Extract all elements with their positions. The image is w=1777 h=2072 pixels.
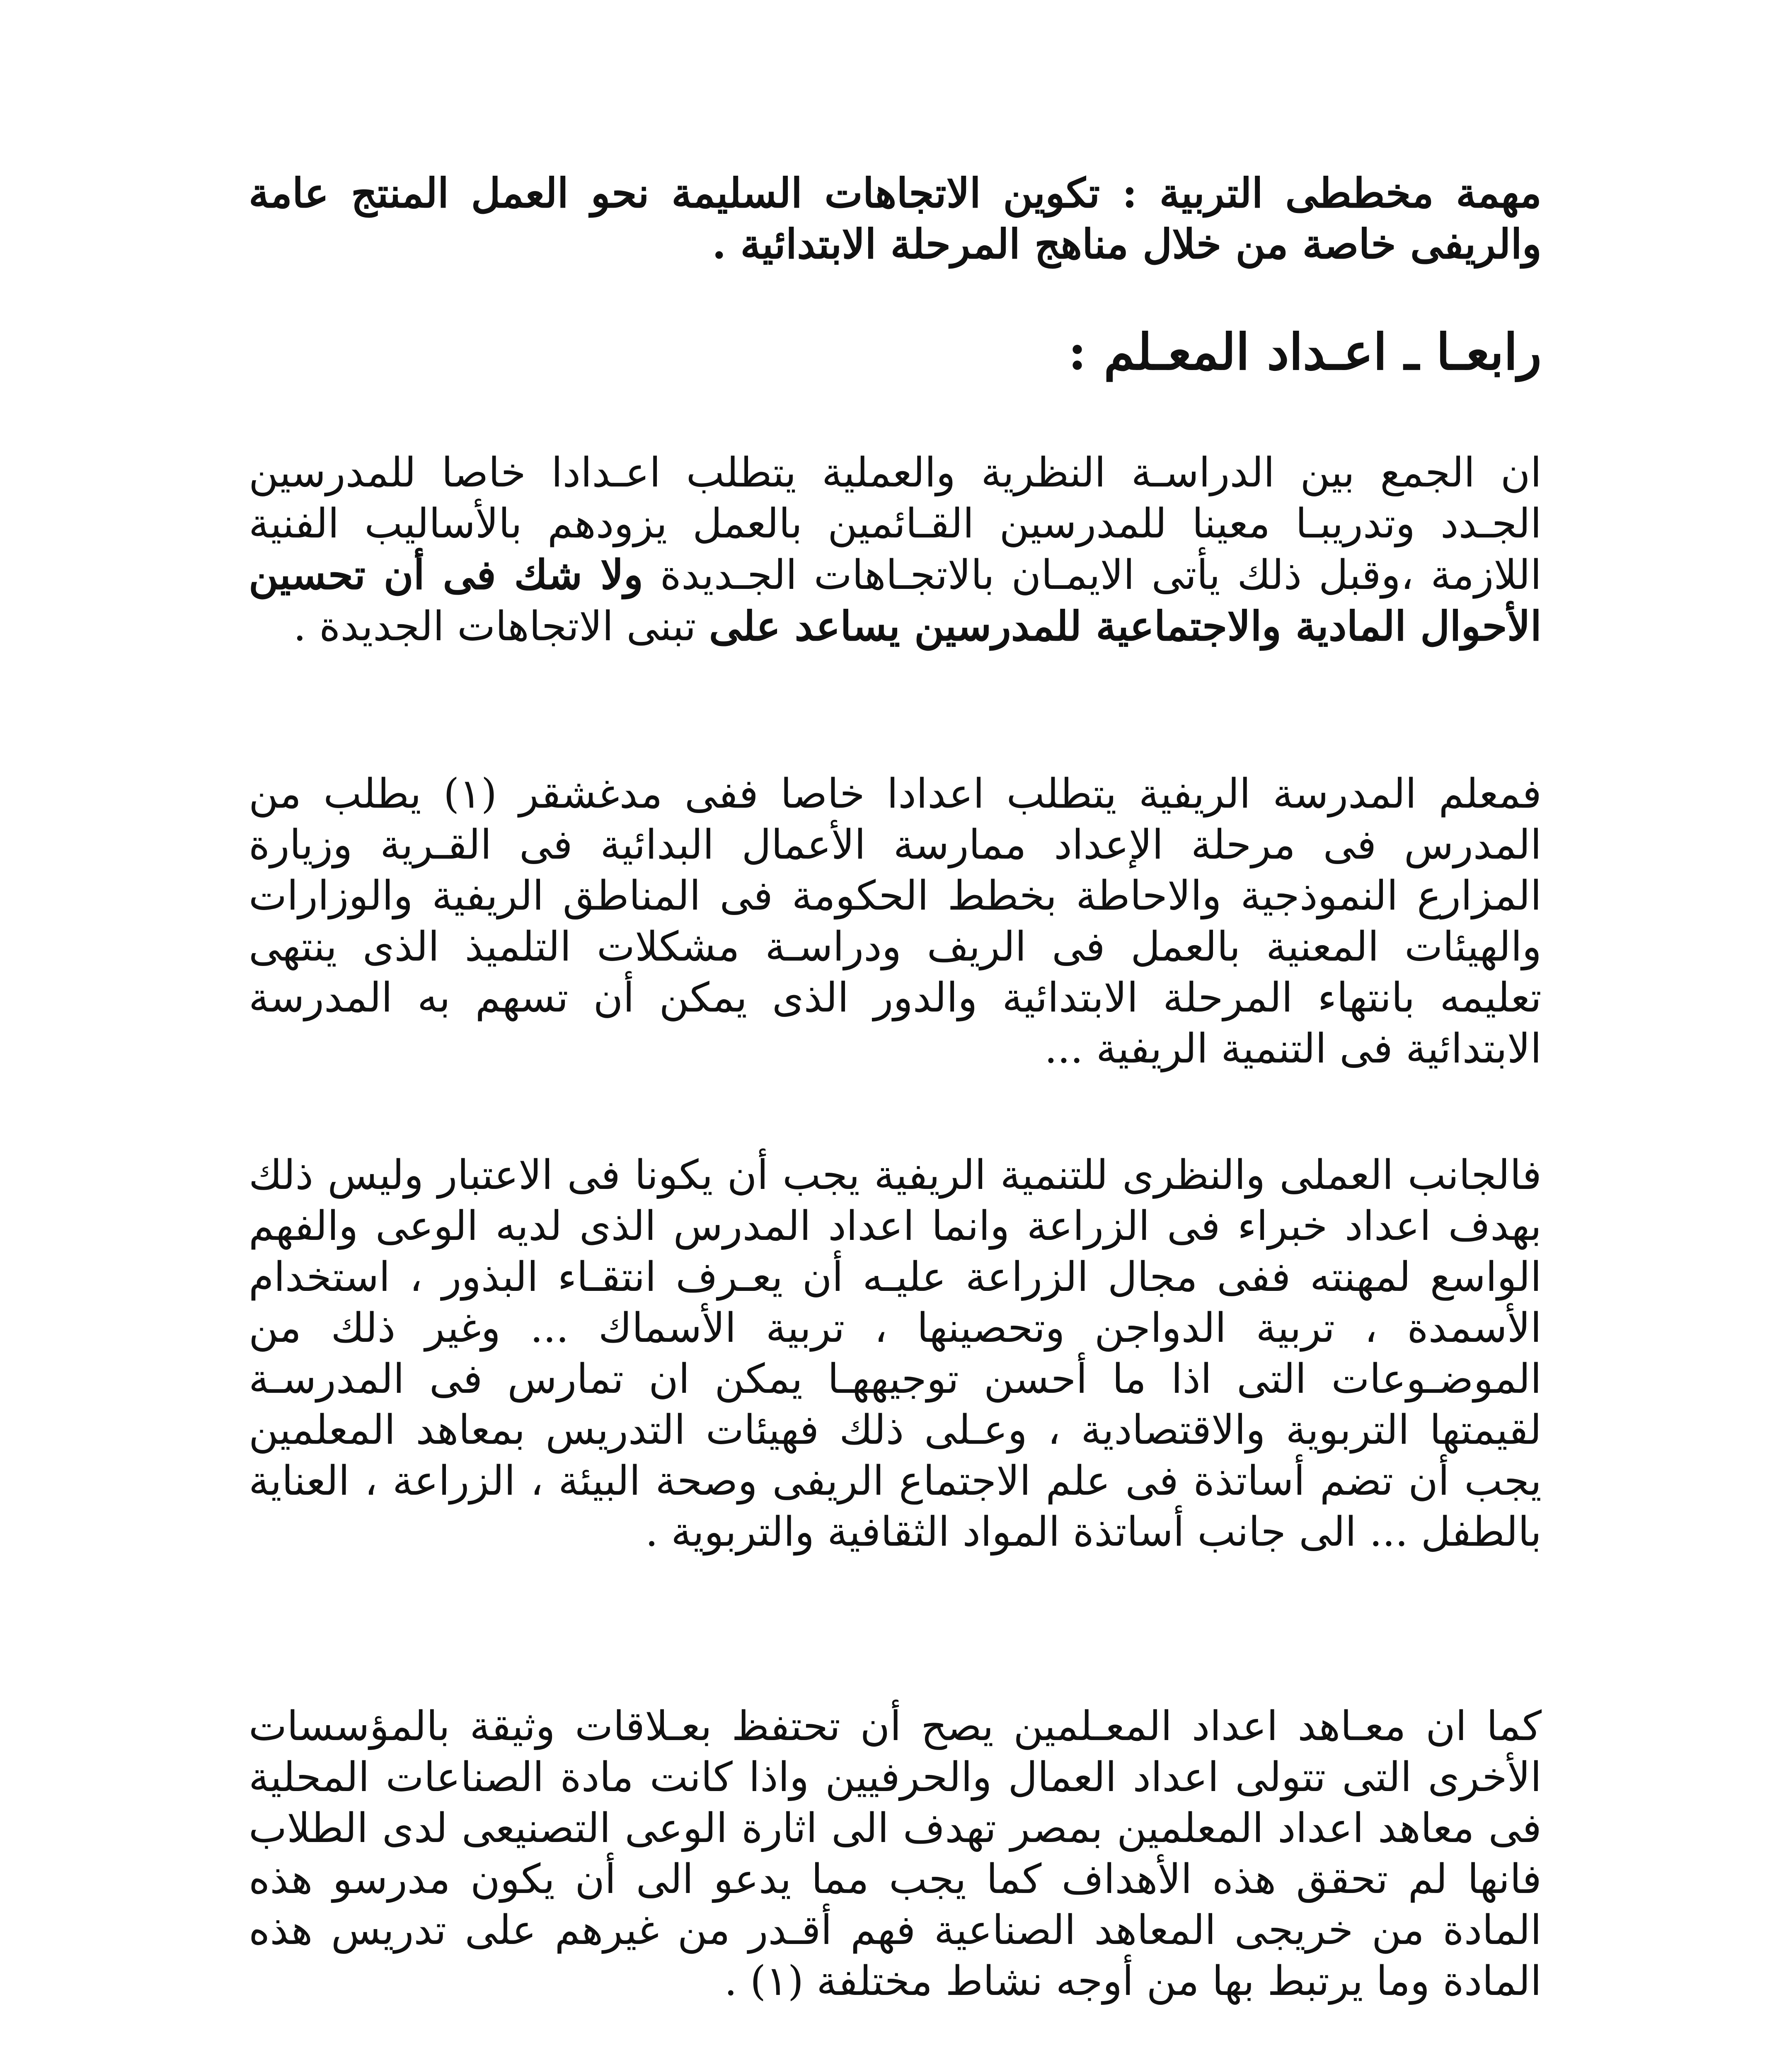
- paragraph-text: ان الجمع بين الدراسـة النظرية والعملية يتطلب اعـدادا خاصا للمدرسين الجـدد وتدريبـا معينا للمدرسين القـائمين بالعمل يزودهم بالأساليب الفنية اللازمة ،وقبل ذلك يأتى الايمـان بالاتجـاهات الجـديدة: [249, 449, 1542, 599]
- paragraph-rural-teacher: فمعلم المدرسة الريفية يتطلب اعدادا خاصا ففى مدغشقر (١) يطلب من المدرس فى مرحلة الإعداد ممارسة الأعمال البدائية فى القـرية وزيارة المزارع النموذجية والاحاطة بخطط الحكومة فى المناطق الريفية والوزارات والهيئات المعنية بالعمل فى الريف ودراسـة مشكلات التلميذ الذى ينتهى تعليمه بانتهاء المرحلة الابتدائية والدور الذى يمكن أن تسهم به المدرسة الابتدائية فى التنمية الريفية ...: [249, 770, 1542, 1072]
- paragraph-practical-theoretical: فالجانب العملى والنظرى للتنمية الريفية يجب أن يكونا فى الاعتبار وليس ذلك بهدف اعداد خبراء فى الزراعة وانما اعداد المدرس الذى لديه الوعى والفهم الواسع لمهنته ففى مجال الزراعة عليـه أن يعـرف انتقـاء البذور ، استخدام الأسمدة ، تربية الدواجن وتحصينها ، تربية الأسماك ... وغير ذلك من الموضـوعات التى اذا ما أحسن توجيههـا يمكن ان تمارس فى المدرسـة لقيمتها التربوية والاقتصادية ، وعـلى ذلك فهيئات التدريس بمعاهد المعلمين يجب أن تضم أساتذة فى علم الاجتماع الريفى وصحة البيئة ، الزراعة ، العناية بالطفل ... الى جانب أساتذة المواد الثقافية والتربوية .: [249, 1152, 1542, 1556]
- paragraph-teacher-institutes: كما ان معـاهد اعداد المعـلمين يصح أن تحتفظ بعـلاقات وثيقة بالمؤسسات الأخرى التى تتولى اعداد العمال والحرفيين واذا كانت مادة الصناعات المحلية فى معاهد اعداد المعلمين بمصر تهدف الى اثارة الوعى التصنيعى لدى الطلاب فانها لم تحقق هذه الأهداف كما يجب مما يدعو الى أن يكون مدرسو هذه المادة من خريجى المعاهد الصناعية فهم أقـدر من غيرهم على تدريس هذه المادة وما يرتبط بها من أوجه نشاط مختلفة (١) .: [249, 1703, 1542, 2005]
- section-heading: رابعـا ـ اعـداد المعـلم :: [1068, 323, 1542, 381]
- paragraph-teacher-preparation: [249, 448, 1542, 652]
- paragraph-text: تبنى الاتجاهات الجديدة .: [293, 603, 696, 650]
- intro-paragraph: مهمة مخططى التربية : تكوين الاتجاهات السليمة نحو العمل المنتج عامة والريفى خاصة من خلال مناهج المرحلة الابتدائية .: [249, 169, 1542, 268]
- emphasized-text: ولا شك فى أن تحسين الأحوال المادية والاجتماعية للمدرسين يساعد على: [249, 551, 1542, 650]
